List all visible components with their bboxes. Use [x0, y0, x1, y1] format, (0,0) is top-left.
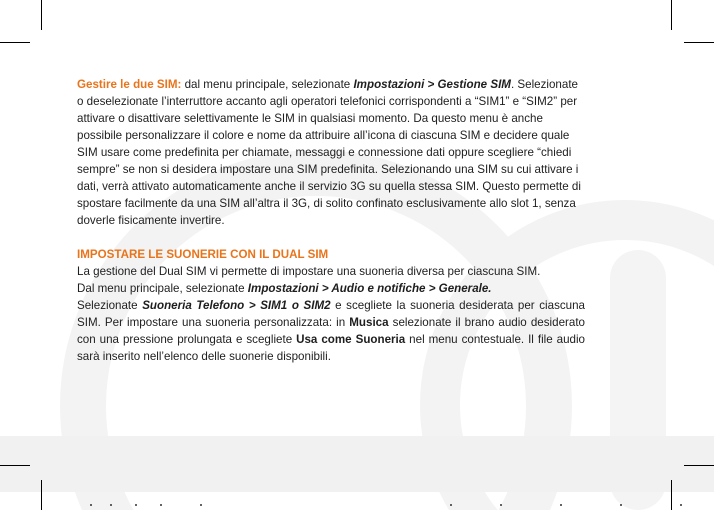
- background-band-decoration: [0, 436, 714, 492]
- ringtone-path-line: [77, 280, 585, 297]
- paragraph-text: dal menu principale, selezionate: [181, 78, 354, 91]
- paragraph-text: Selezionate: [77, 299, 143, 312]
- use-as-ringtone-option: Usa come Suoneria: [296, 333, 406, 346]
- music-app-name: Musica: [349, 316, 389, 329]
- crop-mark: [671, 0, 672, 30]
- paragraph-text: selezionate il brano audio desiderato con una pressione prolungata e scegliete: [77, 316, 585, 346]
- crop-mark: [0, 42, 30, 43]
- settings-path: Impostazioni > Gestione SIM: [353, 78, 511, 91]
- section-heading: IMPOSTARE LE SUONERIE CON IL DUAL SIM: [77, 248, 329, 261]
- footer-cutoff-marks: [0, 500, 714, 510]
- settings-path: Suoneria Telefono > SIM1 o SIM2: [142, 299, 331, 312]
- ringtone-intro-line: La gestione del Dual SIM vi permette di impostare una suoneria diversa per ciascuna SIM.: [77, 265, 541, 278]
- crop-mark: [684, 465, 714, 466]
- sim-management-paragraph: [77, 76, 585, 229]
- paragraph-text: e scegliete la suoneria desiderata per ciascuna SIM. Per impostare una suoneria personalizzata: in: [77, 299, 586, 329]
- settings-path: Impostazioni > Audio e notifiche > Generale.: [247, 282, 492, 295]
- crop-mark: [0, 465, 30, 466]
- crop-mark: [684, 42, 714, 43]
- paragraph-text: . Selezionate o deselezionate l’interruttore accanto agli operatori telefonici corrispondenti a “SIM1” e “SIM2” per attivare o disattivare selettivamente le SIM in qualsiasi momento. Da questo menu è anche possibile personalizzare il colore e nome da attribuire all’icona di ciascuna SIM e decidere quale SIM usare come predefinita per chiamate, messaggi e connessione dati oppure scegliere “chiedi sempre” se non si desidera impostare una SIM predefinita. Selezionando una SIM su cui attivare i dati, verrà attivato automaticamente anche il servizio 3G su quella stessa SIM. Questo permette di spostare facilmente da una SIM all’altra il 3G, di solito confinato esclusivamente allo slot 1, senza doverle fisicamente invertire.: [77, 78, 581, 227]
- paragraph-text: nel menu contestuale. Il file audio sarà inserito nell’elenco delle suonerie disponibili.: [77, 333, 585, 363]
- sim-management-lead: Gestire le due SIM:: [77, 78, 182, 91]
- paragraph-text: Dal menu principale, selezionate: [77, 282, 248, 295]
- body-text: [77, 76, 585, 365]
- ringtone-instructions-paragraph: [77, 297, 585, 365]
- paragraph-spacer: [77, 229, 585, 246]
- crop-mark: [41, 0, 42, 30]
